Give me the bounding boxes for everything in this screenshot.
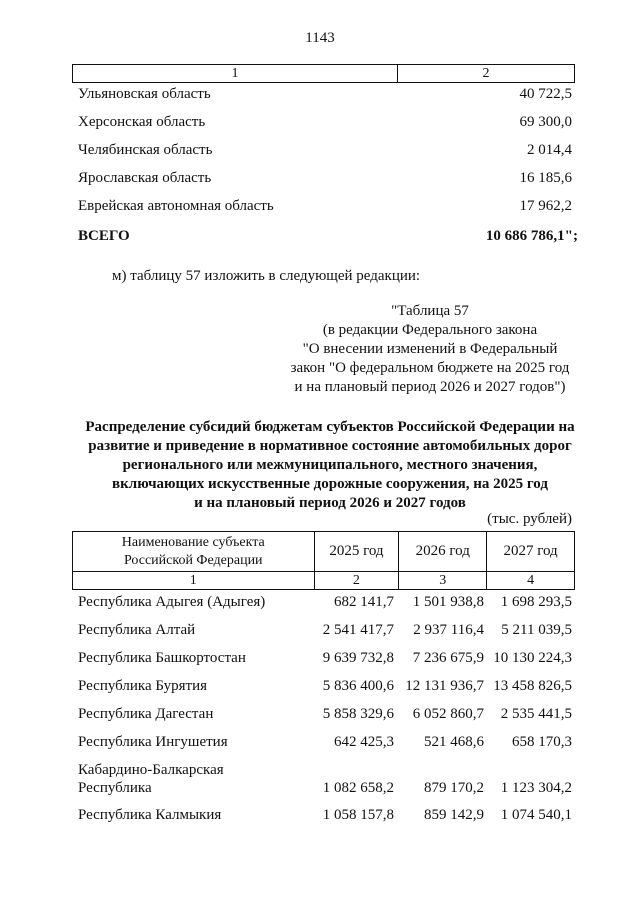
region-name: Кабардино-Балкарская [78, 762, 224, 778]
region-name: Республика Адыгея (Адыгея) [78, 594, 266, 610]
top-row-value: 2 014,4 [527, 142, 572, 158]
value-2027: 1 123 304,2 [500, 780, 572, 796]
caption-line: "О внесении изменений в Федеральный [302, 341, 558, 357]
units-label: (тыс. рублей) [487, 511, 572, 527]
header-region-name [73, 532, 315, 572]
caption-line: (в редакции Федерального закона [322, 322, 538, 338]
value-2026: 879 170,2 [424, 780, 484, 796]
value-2026: 1 501 938,8 [412, 594, 484, 610]
title-line: развитие и приведение в нормативное состояние автомобильных дорог [88, 438, 572, 454]
region-name: Республика [78, 780, 152, 796]
value-2027: 658 170,3 [512, 734, 572, 750]
caption-line: и на плановый период 2026 и 2027 годов") [294, 379, 566, 395]
value-2027: 1 698 293,5 [500, 594, 572, 610]
header-2027: 2027 год [487, 532, 575, 572]
value-2025: 1 082 658,2 [322, 780, 394, 796]
top-col-number-2: 2 [482, 66, 490, 81]
top-row-name: Челябинская область [78, 142, 213, 158]
value-2025: 682 141,7 [334, 594, 394, 610]
page-number: 1143 [305, 30, 335, 46]
value-2027: 1 074 540,1 [500, 807, 572, 823]
title-line: и на плановый период 2026 и 2027 годов [194, 495, 466, 511]
region-name: Республика Дагестан [78, 706, 214, 722]
top-row-value: 16 185,6 [519, 170, 572, 186]
value-2025: 5 858 329,6 [322, 706, 394, 722]
value-2026: 6 052 860,7 [412, 706, 484, 722]
top-row-value: 40 722,5 [519, 86, 572, 102]
col-number-2: 2 [314, 572, 399, 590]
region-name: Республика Башкортостан [78, 650, 246, 666]
top-col-number-1: 1 [231, 66, 239, 81]
value-2025: 5 836 400,6 [322, 678, 394, 694]
value-2026: 7 236 675,9 [412, 650, 484, 666]
header-2025: 2025 год [314, 532, 399, 572]
main-table-header [72, 531, 575, 590]
region-name: Республика Ингушетия [78, 734, 228, 750]
value-2025: 2 541 417,7 [322, 622, 394, 638]
caption-line: закон "О федеральном бюджете на 2025 год [290, 360, 570, 376]
value-2027: 2 535 441,5 [500, 706, 572, 722]
value-2027: 10 130 224,3 [493, 650, 572, 666]
top-row-name: Херсонская область [78, 114, 206, 130]
value-2026: 859 142,9 [424, 807, 484, 823]
top-table-header [72, 64, 575, 83]
amendment-instruction: м) таблицу 57 изложить в следующей редакции: [112, 268, 421, 284]
col-number-3: 3 [399, 572, 487, 590]
header-name-line: Наименование субъекта [121, 534, 265, 550]
value-2025: 1 058 157,8 [322, 807, 394, 823]
value-2027: 13 458 826,5 [493, 678, 572, 694]
top-row-name: Ярославская область [78, 170, 212, 186]
caption-line: "Таблица 57 [391, 303, 469, 319]
title-line: Распределение субсидий бюджетам субъектов Российской Федерации на [85, 419, 575, 435]
value-2026: 521 468,6 [424, 734, 484, 750]
top-row-value: 69 300,0 [519, 114, 572, 130]
title-line: включающих искусственные дорожные сооружения, на 2025 год [112, 476, 548, 492]
top-row-name: Ульяновская область [78, 86, 211, 102]
table-title [60, 418, 600, 513]
col-number-4: 4 [487, 572, 575, 590]
header-2026: 2026 год [399, 532, 487, 572]
value-2026: 2 937 116,4 [413, 622, 484, 638]
header-name-line: Российской Федерации [123, 552, 263, 568]
region-name: Республика Бурятия [78, 678, 208, 694]
table-caption [270, 302, 590, 397]
value-2025: 9 639 732,8 [322, 650, 394, 666]
total-label: ВСЕГО [78, 228, 130, 244]
value-2027: 5 211 039,5 [501, 622, 572, 638]
top-row-value: 17 962,2 [519, 198, 572, 214]
total-value: 10 686 786,1"; [485, 228, 578, 244]
region-name: Республика Алтай [78, 622, 196, 638]
value-2026: 12 131 936,7 [405, 678, 484, 694]
col-number-1: 1 [73, 572, 315, 590]
title-line: регионального или межмуниципального, местного значения, [122, 457, 538, 473]
top-row-name: Еврейская автономная область [78, 198, 274, 214]
region-name: Республика Калмыкия [78, 807, 222, 823]
value-2025: 642 425,3 [334, 734, 394, 750]
